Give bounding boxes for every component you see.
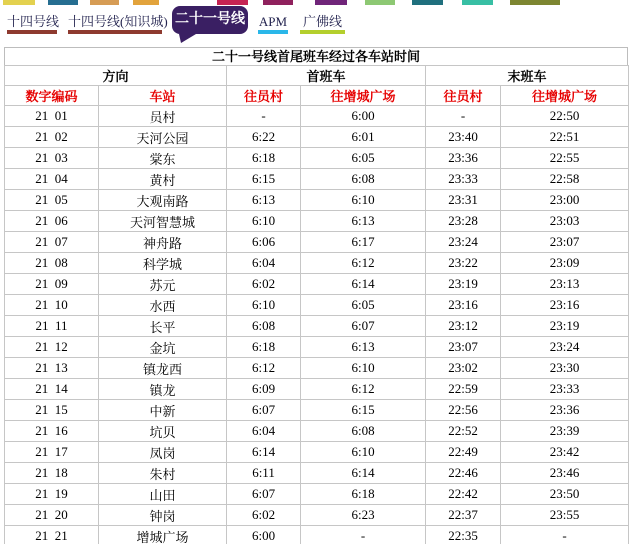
tab-guangfo-color-bar (300, 30, 345, 34)
station-code-cell: 21 18 (5, 463, 99, 484)
first-train-to-yuancun-cell: 6:10 (227, 211, 301, 232)
first-train-to-yuancun-cell: 6:04 (227, 421, 301, 442)
table-row (5, 526, 629, 544)
last-train-to-zengcheng-cell: 23:03 (501, 211, 629, 232)
cutoff-line-tab-color-segment[interactable] (48, 0, 78, 5)
cutoff-line-tab-color-segment[interactable] (412, 0, 443, 5)
station-name-cell: 天河智慧城 (99, 211, 227, 232)
station-code-cell: 21 03 (5, 148, 99, 169)
first-train-to-zengcheng-cell: 6:23 (301, 505, 426, 526)
first-train-to-zengcheng-cell: 6:12 (301, 379, 426, 400)
station-name-cell: 大观南路 (99, 190, 227, 211)
last-train-to-zengcheng-cell: 23:00 (501, 190, 629, 211)
station-code-cell: 21 13 (5, 358, 99, 379)
table-row (5, 106, 629, 127)
tab-guangfo[interactable] (300, 13, 345, 34)
last-train-to-zengcheng-cell: 22:50 (501, 106, 629, 127)
last-train-to-yuancun-cell: 23:02 (426, 358, 501, 379)
first-train-to-zengcheng-cell: 6:05 (301, 295, 426, 316)
first-train-to-zengcheng-cell: 6:17 (301, 232, 426, 253)
group-header-first-train: 首班车 (227, 66, 426, 86)
first-train-to-yuancun-cell: 6:02 (227, 274, 301, 295)
tab-line-21-label: 二十一号线 (175, 12, 245, 27)
station-code-cell: 21 08 (5, 253, 99, 274)
table-row (5, 400, 629, 421)
group-header-direction: 方向 (5, 66, 227, 86)
cutoff-line-tab-color-segment[interactable] (510, 0, 560, 5)
station-name-cell: 水西 (99, 295, 227, 316)
station-code-cell: 21 21 (5, 526, 99, 544)
station-code-cell: 21 12 (5, 337, 99, 358)
cutoff-line-tab-color-segment[interactable] (365, 0, 395, 5)
station-name-cell: 镇龙 (99, 379, 227, 400)
station-code-cell: 21 05 (5, 190, 99, 211)
first-train-to-zengcheng-cell: 6:10 (301, 190, 426, 211)
first-train-to-yuancun-cell: 6:15 (227, 169, 301, 190)
station-name-cell: 镇龙西 (99, 358, 227, 379)
last-train-to-yuancun-cell: 23:07 (426, 337, 501, 358)
first-train-to-zengcheng-cell: 6:08 (301, 421, 426, 442)
tab-apm-label: APM (258, 14, 288, 29)
first-train-to-yuancun-cell: 6:11 (227, 463, 301, 484)
station-code-cell: 21 09 (5, 274, 99, 295)
table-row (5, 421, 629, 442)
sub-header-first-to-zengcheng-square: 往增城广场 (301, 86, 426, 106)
station-name-cell: 长平 (99, 316, 227, 337)
station-name-cell: 朱村 (99, 463, 227, 484)
station-name-cell: 中新 (99, 400, 227, 421)
last-train-to-zengcheng-cell: 23:42 (501, 442, 629, 463)
station-name-cell: 凤岗 (99, 442, 227, 463)
last-train-to-zengcheng-cell: 22:51 (501, 127, 629, 148)
station-name-cell: 坑贝 (99, 421, 227, 442)
first-train-to-yuancun-cell: 6:18 (227, 337, 301, 358)
first-train-to-yuancun-cell: 6:04 (227, 253, 301, 274)
tab-apm[interactable] (258, 13, 288, 34)
cutoff-line-tab-color-segment[interactable] (133, 0, 159, 5)
last-train-to-zengcheng-cell: 23:19 (501, 316, 629, 337)
table-row (5, 484, 629, 505)
last-train-to-zengcheng-cell: 23:36 (501, 400, 629, 421)
station-code-cell: 21 19 (5, 484, 99, 505)
last-train-to-yuancun-cell: 23:28 (426, 211, 501, 232)
table-row (5, 253, 629, 274)
last-train-to-zengcheng-cell: 22:58 (501, 169, 629, 190)
last-train-to-yuancun-cell: - (426, 106, 501, 127)
last-train-to-zengcheng-cell: 23:30 (501, 358, 629, 379)
first-train-to-yuancun-cell: 6:06 (227, 232, 301, 253)
last-train-to-zengcheng-cell: 23:09 (501, 253, 629, 274)
tab-apm-color-bar (258, 30, 288, 34)
last-train-to-yuancun-cell: 23:33 (426, 169, 501, 190)
station-code-cell: 21 17 (5, 442, 99, 463)
first-train-to-zengcheng-cell: 6:00 (301, 106, 426, 127)
last-train-to-yuancun-cell: 23:12 (426, 316, 501, 337)
table-row (5, 232, 629, 253)
first-train-to-zengcheng-cell: 6:12 (301, 253, 426, 274)
station-code-cell: 21 14 (5, 379, 99, 400)
last-train-to-zengcheng-cell: 23:24 (501, 337, 629, 358)
first-train-to-yuancun-cell: 6:02 (227, 505, 301, 526)
tab-line-14[interactable] (7, 13, 60, 34)
station-name-cell: 黄村 (99, 169, 227, 190)
table-row (5, 295, 629, 316)
first-train-to-zengcheng-cell: - (301, 526, 426, 544)
table-row (5, 316, 629, 337)
station-name-cell: 棠东 (99, 148, 227, 169)
station-name-cell: 神舟路 (99, 232, 227, 253)
station-name-cell: 钟岗 (99, 505, 227, 526)
first-train-to-zengcheng-cell: 6:10 (301, 442, 426, 463)
last-train-to-zengcheng-cell: 23:16 (501, 295, 629, 316)
cutoff-line-tab-color-segment[interactable] (315, 0, 347, 5)
station-code-cell: 21 15 (5, 400, 99, 421)
table-row (5, 337, 629, 358)
timetable-body (5, 106, 629, 544)
last-train-to-zengcheng-cell: 23:55 (501, 505, 629, 526)
sub-header-station: 车站 (99, 86, 227, 106)
last-train-to-yuancun-cell: 22:42 (426, 484, 501, 505)
table-row (5, 148, 629, 169)
last-train-to-yuancun-cell: 23:16 (426, 295, 501, 316)
first-train-to-zengcheng-cell: 6:07 (301, 316, 426, 337)
first-train-to-zengcheng-cell: 6:13 (301, 211, 426, 232)
table-row (5, 190, 629, 211)
station-code-cell: 21 04 (5, 169, 99, 190)
first-train-to-zengcheng-cell: 6:14 (301, 274, 426, 295)
station-code-cell: 21 06 (5, 211, 99, 232)
station-name-cell: 山田 (99, 484, 227, 505)
tab-line-14-color-bar (7, 30, 57, 34)
sub-header-last-to-yuancun: 往员村 (426, 86, 501, 106)
first-train-to-yuancun-cell: 6:07 (227, 484, 301, 505)
tab-guangfo-label: 广佛线 (302, 14, 342, 29)
first-train-to-zengcheng-cell: 6:10 (301, 358, 426, 379)
station-code-cell: 21 02 (5, 127, 99, 148)
first-train-to-zengcheng-cell: 6:15 (301, 400, 426, 421)
table-row (5, 442, 629, 463)
first-train-to-zengcheng-cell: 6:14 (301, 463, 426, 484)
sub-header-last-to-zengcheng-square: 往增城广场 (501, 86, 629, 106)
table-group-header-row (5, 66, 629, 86)
last-train-to-zengcheng-cell: 23:39 (501, 421, 629, 442)
station-name-cell: 苏元 (99, 274, 227, 295)
last-train-to-yuancun-cell: 22:52 (426, 421, 501, 442)
selected-tab-pointer-icon (179, 34, 196, 43)
station-code-cell: 21 07 (5, 232, 99, 253)
cutoff-line-tab-color-segment[interactable] (462, 0, 493, 5)
first-train-to-zengcheng-cell: 6:05 (301, 148, 426, 169)
last-train-to-yuancun-cell: 23:36 (426, 148, 501, 169)
tab-line-14-knowledge-city-color-bar (68, 30, 162, 34)
table-row (5, 211, 629, 232)
table-row (5, 127, 629, 148)
last-train-to-yuancun-cell: 23:19 (426, 274, 501, 295)
last-train-to-zengcheng-cell: 23:50 (501, 484, 629, 505)
station-code-cell: 21 10 (5, 295, 99, 316)
station-code-cell: 21 20 (5, 505, 99, 526)
last-train-to-zengcheng-cell: 23:33 (501, 379, 629, 400)
first-train-to-yuancun-cell: 6:18 (227, 148, 301, 169)
cutoff-line-tab-color-segment[interactable] (217, 0, 248, 5)
cutoff-line-tab-color-segment[interactable] (263, 0, 293, 5)
first-train-to-zengcheng-cell: 6:13 (301, 337, 426, 358)
table-row (5, 463, 629, 484)
first-train-to-yuancun-cell: 6:22 (227, 127, 301, 148)
sub-header-first-to-yuancun: 往员村 (227, 86, 301, 106)
table-row (5, 169, 629, 190)
tab-line-14-label: 十四号线 (7, 14, 60, 29)
line21-timetable (4, 65, 629, 544)
table-row (5, 358, 629, 379)
first-train-to-yuancun-cell: 6:08 (227, 316, 301, 337)
first-train-to-yuancun-cell: 6:13 (227, 190, 301, 211)
first-train-to-yuancun-cell: 6:07 (227, 400, 301, 421)
tab-line-14-knowledge-city[interactable] (68, 13, 168, 34)
timetable-title: 二十一号线首尾班车经过各车站时间 (4, 47, 628, 65)
sub-header-station-code: 数字编码 (5, 86, 99, 106)
first-train-to-zengcheng-cell: 6:01 (301, 127, 426, 148)
last-train-to-yuancun-cell: 23:31 (426, 190, 501, 211)
last-train-to-yuancun-cell: 22:35 (426, 526, 501, 544)
first-train-to-yuancun-cell: 6:10 (227, 295, 301, 316)
station-name-cell: 员村 (99, 106, 227, 127)
first-train-to-zengcheng-cell: 6:18 (301, 484, 426, 505)
tab-line-14-knowledge-city-label: 十四号线(知识城) (68, 14, 168, 29)
last-train-to-yuancun-cell: 23:40 (426, 127, 501, 148)
station-name-cell: 科学城 (99, 253, 227, 274)
last-train-to-zengcheng-cell: 23:07 (501, 232, 629, 253)
first-train-to-zengcheng-cell: 6:08 (301, 169, 426, 190)
station-code-cell: 21 01 (5, 106, 99, 127)
last-train-to-yuancun-cell: 23:22 (426, 253, 501, 274)
last-train-to-yuancun-cell: 22:59 (426, 379, 501, 400)
last-train-to-yuancun-cell: 22:46 (426, 463, 501, 484)
last-train-to-yuancun-cell: 22:37 (426, 505, 501, 526)
group-header-last-train: 末班车 (426, 66, 629, 86)
last-train-to-yuancun-cell: 22:49 (426, 442, 501, 463)
station-code-cell: 21 16 (5, 421, 99, 442)
station-code-cell: 21 11 (5, 316, 99, 337)
first-train-to-yuancun-cell: 6:09 (227, 379, 301, 400)
table-row (5, 274, 629, 295)
station-name-cell: 天河公园 (99, 127, 227, 148)
station-name-cell: 增城广场 (99, 526, 227, 544)
cutoff-line-tab-color-segment[interactable] (90, 0, 119, 5)
table-row (5, 505, 629, 526)
table-row (5, 379, 629, 400)
first-train-to-yuancun-cell: - (227, 106, 301, 127)
first-train-to-yuancun-cell: 6:14 (227, 442, 301, 463)
last-train-to-zengcheng-cell: 22:55 (501, 148, 629, 169)
last-train-to-yuancun-cell: 23:24 (426, 232, 501, 253)
first-train-to-yuancun-cell: 6:12 (227, 358, 301, 379)
last-train-to-zengcheng-cell: 23:13 (501, 274, 629, 295)
first-train-to-yuancun-cell: 6:00 (227, 526, 301, 544)
last-train-to-zengcheng-cell: 23:46 (501, 463, 629, 484)
last-train-to-yuancun-cell: 22:56 (426, 400, 501, 421)
tab-line-21-selected[interactable] (172, 6, 248, 34)
last-train-to-zengcheng-cell: - (501, 526, 629, 544)
station-name-cell: 金坑 (99, 337, 227, 358)
table-sub-header-row (5, 86, 629, 106)
cutoff-line-tab-color-segment[interactable] (3, 0, 35, 5)
